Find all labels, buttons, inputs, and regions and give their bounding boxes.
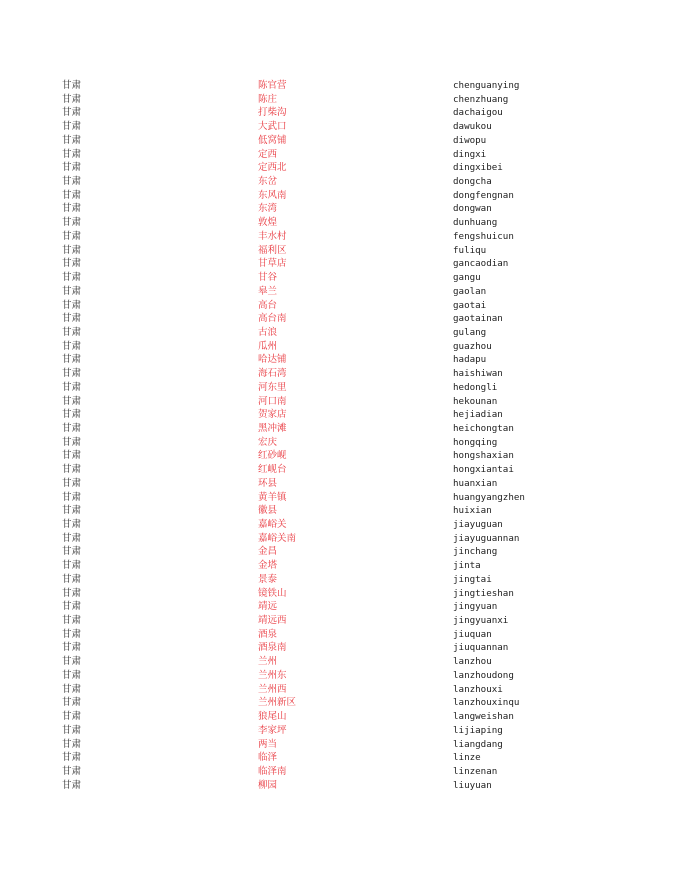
pinyin-cell: liuyuan	[453, 779, 492, 791]
province-cell: 甘肃	[62, 738, 82, 750]
pinyin-cell: huixian	[453, 505, 492, 517]
pinyin-cell: liangdang	[453, 738, 503, 750]
province-cell: 甘肃	[62, 656, 82, 668]
pinyin-cell: dingxibei	[453, 162, 503, 174]
station-name-cell: 甘草店	[258, 258, 287, 270]
table-row	[0, 477, 680, 491]
province-cell: 甘肃	[62, 395, 82, 407]
table-row	[0, 381, 680, 395]
table-row	[0, 436, 680, 450]
pinyin-cell: hongshaxian	[453, 450, 514, 462]
table-row	[0, 545, 680, 559]
province-cell: 甘肃	[62, 368, 82, 380]
station-name-cell: 狼尾山	[258, 711, 287, 723]
table-row	[0, 491, 680, 505]
province-cell: 甘肃	[62, 203, 82, 215]
station-name-cell: 李家坪	[258, 724, 287, 736]
table-row	[0, 751, 680, 765]
table-row	[0, 285, 680, 299]
province-cell: 甘肃	[62, 217, 82, 229]
station-name-cell: 甘谷	[258, 272, 278, 284]
province-cell: 甘肃	[62, 134, 82, 146]
province-cell: 甘肃	[62, 628, 82, 640]
table-row	[0, 326, 680, 340]
table-row	[0, 765, 680, 779]
station-name-cell: 河东里	[258, 381, 287, 393]
pinyin-cell: lanzhoudong	[453, 669, 514, 681]
province-cell: 甘肃	[62, 683, 82, 695]
station-name-cell: 临泽	[258, 752, 278, 764]
table-row	[0, 353, 680, 367]
province-cell: 甘肃	[62, 354, 82, 366]
station-name-cell: 丰水村	[258, 230, 287, 242]
table-row	[0, 257, 680, 271]
pinyin-cell: hedongli	[453, 381, 498, 393]
pinyin-cell: jinta	[453, 560, 481, 572]
pinyin-cell: langweishan	[453, 711, 514, 723]
province-cell: 甘肃	[62, 464, 82, 476]
table-row	[0, 696, 680, 710]
province-cell: 甘肃	[62, 93, 82, 105]
station-name-cell: 河口南	[258, 395, 287, 407]
pinyin-cell: fuliqu	[453, 244, 487, 256]
pinyin-cell: hongqing	[453, 436, 498, 448]
table-row	[0, 779, 680, 793]
pinyin-cell: huanxian	[453, 477, 498, 489]
pinyin-cell: gancaodian	[453, 258, 509, 270]
table-row	[0, 312, 680, 326]
province-cell: 甘肃	[62, 258, 82, 270]
province-cell: 甘肃	[62, 148, 82, 160]
table-row	[0, 669, 680, 683]
station-name-cell: 东风南	[258, 189, 287, 201]
province-cell: 甘肃	[62, 779, 82, 791]
pinyin-cell: dongwan	[453, 203, 492, 215]
pinyin-cell: gaotainan	[453, 313, 503, 325]
province-cell: 甘肃	[62, 697, 82, 709]
station-name-cell: 陈庄	[258, 93, 278, 105]
station-name-cell: 景泰	[258, 573, 278, 585]
station-name-cell: 瓜州	[258, 340, 278, 352]
station-name-cell: 靖远	[258, 601, 278, 613]
station-name-cell: 红岘台	[258, 464, 287, 476]
province-cell: 甘肃	[62, 615, 82, 627]
station-name-cell: 陈官营	[258, 80, 287, 91]
table-row	[0, 573, 680, 587]
station-name-cell: 两当	[258, 738, 278, 750]
pinyin-cell: heichongtan	[453, 422, 514, 434]
province-cell: 甘肃	[62, 176, 82, 188]
table-row	[0, 655, 680, 669]
station-name-cell: 哈达铺	[258, 354, 287, 366]
table-row	[0, 202, 680, 216]
pinyin-cell: jiuquan	[453, 628, 492, 640]
station-name-cell: 红砂岘	[258, 450, 287, 462]
pinyin-cell: lanzhouxinqu	[453, 697, 520, 709]
pinyin-cell: linzenan	[453, 765, 498, 777]
province-cell: 甘肃	[62, 436, 82, 448]
pinyin-cell: linze	[453, 752, 481, 764]
station-name-cell: 大武口	[258, 121, 287, 133]
station-name-cell: 柳园	[258, 779, 278, 791]
table-row	[0, 587, 680, 601]
province-cell: 甘肃	[62, 121, 82, 133]
table-row	[0, 120, 680, 134]
station-name-cell: 皋兰	[258, 285, 278, 297]
station-name-cell: 高台南	[258, 313, 287, 325]
province-cell: 甘肃	[62, 189, 82, 201]
province-cell: 甘肃	[62, 313, 82, 325]
table-row	[0, 175, 680, 189]
province-cell: 甘肃	[62, 765, 82, 777]
station-name-cell: 兰州新区	[258, 697, 297, 709]
table-row	[0, 463, 680, 477]
table-row	[0, 504, 680, 518]
table-row	[0, 216, 680, 230]
station-name-cell: 宏庆	[258, 436, 278, 448]
station-name-cell: 东湾	[258, 203, 278, 215]
province-cell: 甘肃	[62, 299, 82, 311]
station-name-cell: 黄羊镇	[258, 491, 287, 503]
province-cell: 甘肃	[62, 546, 82, 558]
pinyin-cell: hekounan	[453, 395, 498, 407]
province-cell: 甘肃	[62, 450, 82, 462]
province-cell: 甘肃	[62, 560, 82, 572]
station-name-cell: 古浪	[258, 326, 278, 338]
station-name-cell: 镜铁山	[258, 587, 287, 599]
pinyin-cell: guazhou	[453, 340, 492, 352]
pinyin-cell: jiuquannan	[453, 642, 509, 654]
province-cell: 甘肃	[62, 587, 82, 599]
table-row	[0, 518, 680, 532]
province-cell: 甘肃	[62, 601, 82, 613]
province-cell: 甘肃	[62, 340, 82, 352]
pinyin-cell: gulang	[453, 326, 487, 338]
station-name-cell: 定西北	[258, 162, 287, 174]
station-name-cell: 海石湾	[258, 368, 287, 380]
table-row	[0, 532, 680, 546]
pinyin-cell: dawukou	[453, 121, 492, 133]
station-name-cell: 福利区	[258, 244, 287, 256]
pinyin-cell: jingtieshan	[453, 587, 514, 599]
pinyin-cell: dongcha	[453, 176, 492, 188]
pinyin-cell: jingtai	[453, 573, 492, 585]
pinyin-cell: jiayuguan	[453, 519, 503, 530]
province-cell: 甘肃	[62, 532, 82, 544]
table-row	[0, 614, 680, 628]
province-cell: 甘肃	[62, 381, 82, 393]
province-cell: 甘肃	[62, 669, 82, 681]
table-row	[0, 422, 680, 436]
pinyin-cell: dongfengnan	[453, 189, 514, 201]
table-row	[0, 244, 680, 258]
table-row	[0, 106, 680, 120]
province-cell: 甘肃	[62, 107, 82, 119]
province-cell: 甘肃	[62, 752, 82, 764]
province-cell: 甘肃	[62, 724, 82, 736]
table-row	[0, 340, 680, 354]
station-name-cell: 高台	[258, 299, 278, 311]
station-name-cell: 金昌	[258, 546, 278, 558]
pinyin-cell: haishiwan	[453, 368, 503, 380]
station-name-cell: 敦煌	[258, 217, 278, 229]
table-row	[0, 600, 680, 614]
station-name-cell: 酒泉	[258, 628, 278, 640]
station-name-cell: 兰州	[258, 656, 278, 668]
province-cell: 甘肃	[62, 244, 82, 256]
table-row	[0, 724, 680, 738]
table-row	[0, 299, 680, 313]
pinyin-cell: dingxi	[453, 148, 487, 160]
pinyin-cell: jinchang	[453, 546, 498, 558]
table-row	[0, 134, 680, 148]
table-row	[0, 738, 680, 752]
pinyin-cell: hejiadian	[453, 409, 503, 421]
pinyin-cell: diwopu	[453, 134, 487, 146]
province-cell: 甘肃	[62, 285, 82, 297]
pinyin-cell: jingyuan	[453, 601, 498, 613]
pinyin-cell: fengshuicun	[453, 230, 514, 242]
table-row	[0, 559, 680, 573]
station-name-cell: 定西	[258, 148, 278, 160]
province-cell: 甘肃	[62, 711, 82, 723]
pinyin-cell: hadapu	[453, 354, 487, 366]
pinyin-cell: dachaigou	[453, 107, 503, 119]
station-name-cell: 打柴沟	[258, 107, 287, 119]
station-name-cell: 靖远西	[258, 615, 287, 627]
table-row	[0, 148, 680, 162]
province-cell: 甘肃	[62, 505, 82, 517]
table-row	[0, 161, 680, 175]
table-row	[0, 189, 680, 203]
province-cell: 甘肃	[62, 230, 82, 242]
table-row	[0, 367, 680, 381]
province-cell: 甘肃	[62, 491, 82, 503]
pinyin-cell: gaolan	[453, 285, 487, 297]
station-name-cell: 兰州西	[258, 683, 287, 695]
station-name-cell: 嘉峪关南	[258, 532, 297, 544]
table-row	[0, 449, 680, 463]
station-name-cell: 嘉峪关	[258, 519, 287, 530]
table-row	[0, 271, 680, 285]
province-cell: 甘肃	[62, 422, 82, 434]
province-cell: 甘肃	[62, 409, 82, 421]
pinyin-cell: chenguanying	[453, 80, 520, 91]
province-cell: 甘肃	[62, 326, 82, 338]
table-row	[0, 230, 680, 244]
station-name-cell: 黑冲滩	[258, 422, 287, 434]
station-name-cell: 贺家店	[258, 409, 287, 421]
station-table	[0, 79, 680, 792]
station-name-cell: 临泽南	[258, 765, 287, 777]
table-row	[0, 628, 680, 642]
table-row	[0, 683, 680, 697]
pinyin-cell: gaotai	[453, 299, 487, 311]
station-name-cell: 低窝铺	[258, 134, 287, 146]
pinyin-cell: jingyuanxi	[453, 615, 509, 627]
pinyin-cell: lanzhouxi	[453, 683, 503, 695]
pinyin-cell: dunhuang	[453, 217, 498, 229]
station-name-cell: 徽县	[258, 505, 278, 517]
province-cell: 甘肃	[62, 477, 82, 489]
table-row	[0, 408, 680, 422]
station-name-cell: 兰州东	[258, 669, 287, 681]
table-row	[0, 79, 680, 93]
station-name-cell: 酒泉南	[258, 642, 287, 654]
station-name-cell: 东岔	[258, 176, 278, 188]
table-row	[0, 710, 680, 724]
pinyin-cell: hongxiantai	[453, 464, 514, 476]
table-row	[0, 93, 680, 107]
province-cell: 甘肃	[62, 162, 82, 174]
pinyin-cell: lanzhou	[453, 656, 492, 668]
province-cell: 甘肃	[62, 642, 82, 654]
table-row	[0, 641, 680, 655]
province-cell: 甘肃	[62, 519, 82, 530]
pinyin-cell: chenzhuang	[453, 93, 509, 105]
table-row	[0, 395, 680, 409]
pinyin-cell: lijiaping	[453, 724, 503, 736]
pinyin-cell: huangyangzhen	[453, 491, 525, 503]
province-cell: 甘肃	[62, 80, 82, 91]
province-cell: 甘肃	[62, 272, 82, 284]
station-name-cell: 金塔	[258, 560, 278, 572]
pinyin-cell: gangu	[453, 272, 481, 284]
station-name-cell: 环县	[258, 477, 278, 489]
province-cell: 甘肃	[62, 573, 82, 585]
pinyin-cell: jiayuguannan	[453, 532, 520, 544]
